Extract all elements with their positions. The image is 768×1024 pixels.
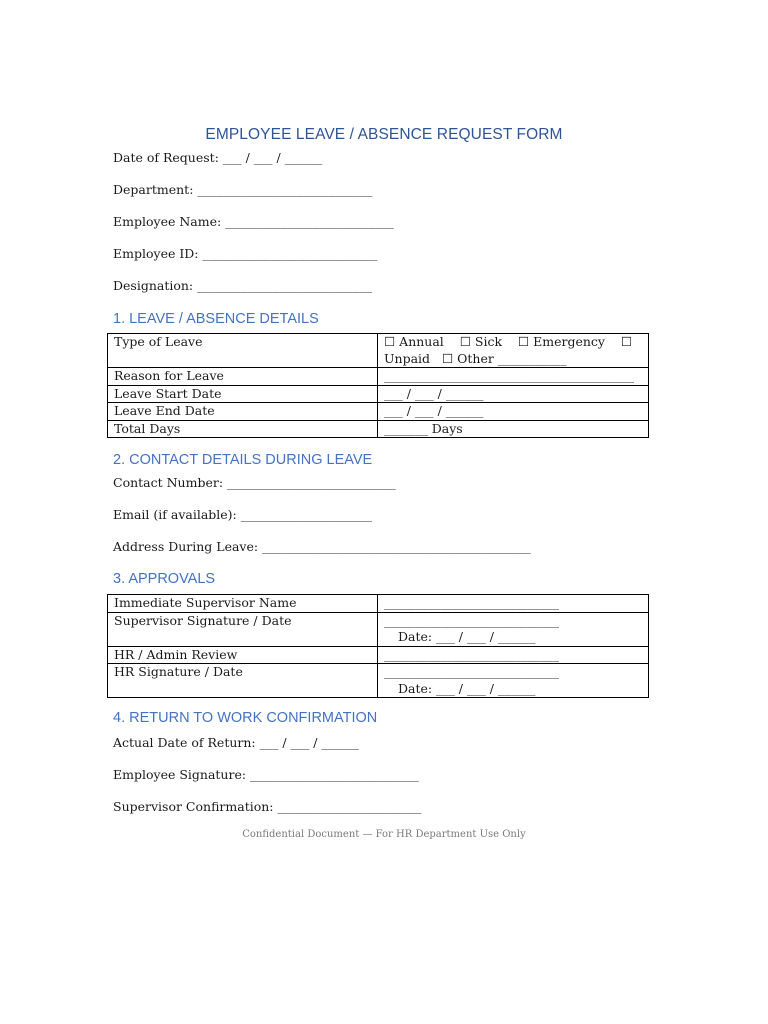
- signature-line[interactable]: ____________________________: [384, 664, 559, 679]
- section-3-heading: 3. APPROVALS: [113, 571, 216, 587]
- leave-start-date-field[interactable]: ___ / ___ / ______: [378, 385, 649, 403]
- table-cell-label: Type of Leave: [108, 334, 378, 368]
- table-cell-label: Total Days: [108, 420, 378, 438]
- table-cell-label: Immediate Supervisor Name: [108, 595, 378, 613]
- section-4-heading: 4. RETURN TO WORK CONFIRMATION: [113, 710, 378, 726]
- table-cell-label: Leave End Date: [108, 403, 378, 421]
- section-2-heading: 2. CONTACT DETAILS DURING LEAVE: [113, 452, 373, 468]
- table-row: [108, 646, 649, 664]
- date-of-request-field[interactable]: Date of Request: ___ / ___ / ______: [113, 150, 323, 165]
- table-row: [108, 385, 649, 403]
- table-row: [108, 420, 649, 438]
- table-row: [108, 334, 649, 368]
- table-row: [108, 595, 649, 613]
- table-row: [108, 612, 649, 646]
- hr-date-field[interactable]: Date: ___ / ___ / ______: [398, 680, 536, 696]
- supervisor-confirmation-field[interactable]: Supervisor Confirmation: _______________________: [113, 799, 422, 814]
- employee-name-field[interactable]: Employee Name: ___________________________: [113, 214, 394, 229]
- reason-for-leave-field[interactable]: ________________________________________: [378, 368, 649, 386]
- designation-field[interactable]: Designation: ____________________________: [113, 278, 373, 293]
- table-cell-label: Supervisor Signature / Date: [108, 612, 378, 646]
- leave-end-date-field[interactable]: ___ / ___ / ______: [378, 403, 649, 421]
- signature-line[interactable]: ____________________________: [384, 595, 559, 610]
- table-cell-label: Leave Start Date: [108, 385, 378, 403]
- leave-details-table: [107, 333, 649, 438]
- signature-line[interactable]: ____________________________: [384, 646, 559, 662]
- table-cell-label: HR / Admin Review: [108, 646, 378, 664]
- employee-signature-field[interactable]: Employee Signature: ___________________________: [113, 767, 419, 782]
- address-during-leave-field[interactable]: Address During Leave: ___________________________________________: [113, 539, 531, 554]
- supervisor-date-field[interactable]: Date: ___ / ___ / ______: [398, 629, 536, 644]
- supervisor-name-field[interactable]: [378, 595, 649, 613]
- department-field[interactable]: Department: ____________________________: [113, 182, 373, 197]
- confidential-footer: Confidential Document — For HR Department Use Only: [242, 829, 526, 840]
- section-1-heading: 1. LEAVE / ABSENCE DETAILS: [113, 311, 319, 327]
- contact-number-field[interactable]: Contact Number: ___________________________: [113, 475, 396, 490]
- email-field[interactable]: Email (if available): _____________________: [113, 507, 372, 522]
- employee-id-field[interactable]: Employee ID: ____________________________: [113, 246, 378, 261]
- actual-return-date-field[interactable]: Actual Date of Return: ___ / ___ / ______: [113, 735, 359, 750]
- table-row: [108, 368, 649, 386]
- total-days-field[interactable]: _______ Days: [378, 420, 649, 438]
- supervisor-signature-field[interactable]: [378, 612, 649, 646]
- table-cell-label: Reason for Leave: [108, 368, 378, 386]
- table-row: [108, 664, 649, 698]
- leave-type-options[interactable]: ☐ Annual ☐ Sick ☐ Emergency ☐ Unpaid ☐ Other ___________: [378, 334, 649, 368]
- hr-signature-field[interactable]: [378, 664, 649, 698]
- approvals-table: [107, 594, 649, 698]
- signature-line[interactable]: ____________________________: [384, 612, 559, 628]
- table-row: [108, 403, 649, 421]
- form-title: EMPLOYEE LEAVE / ABSENCE REQUEST FORM: [205, 126, 563, 143]
- hr-review-field[interactable]: [378, 646, 649, 664]
- table-cell-label: HR Signature / Date: [108, 664, 378, 698]
